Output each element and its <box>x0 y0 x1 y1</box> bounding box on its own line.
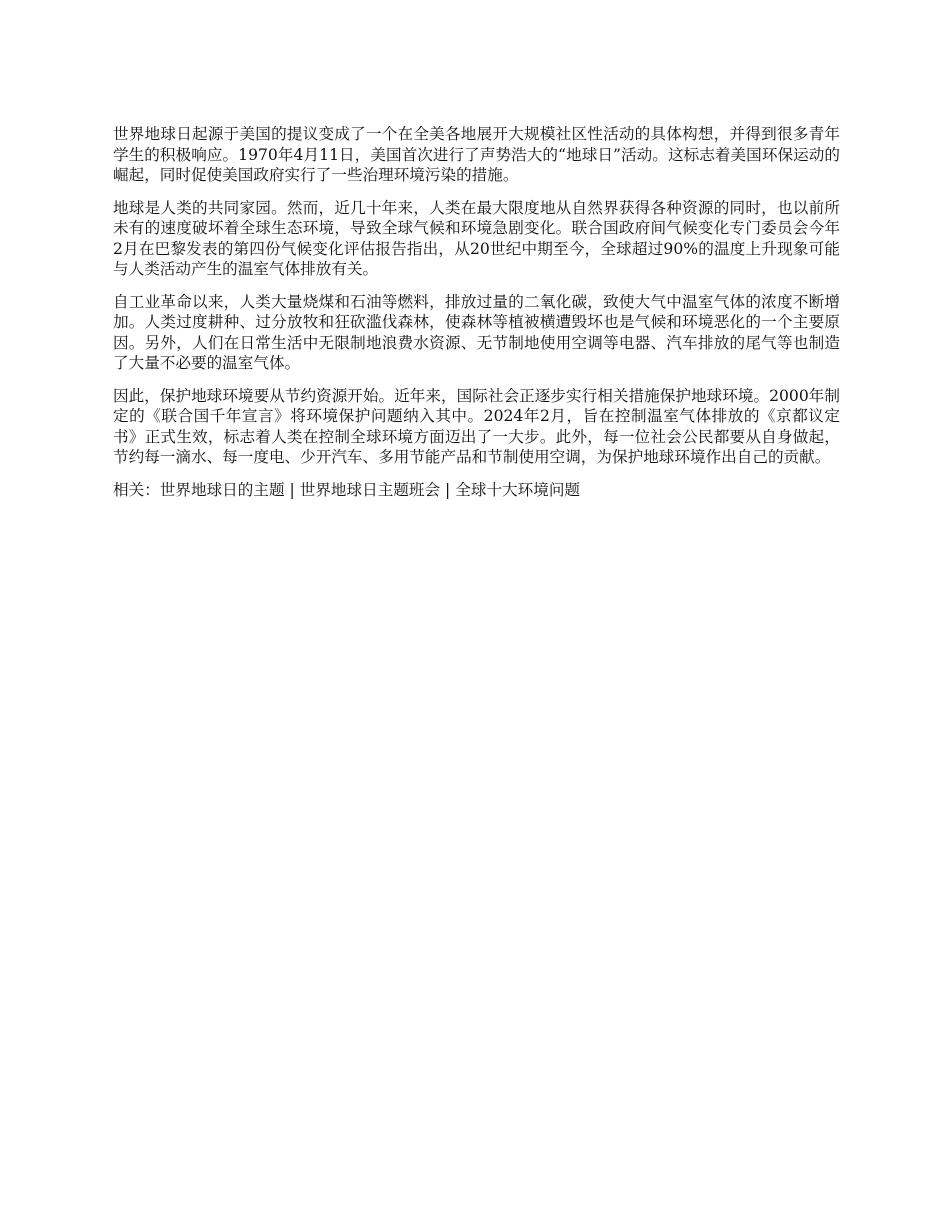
related-separator: | <box>440 480 456 499</box>
related-links <box>113 480 840 501</box>
related-link-top-ten-environment-issues[interactable]: 全球十大环境问题 <box>455 480 581 499</box>
article-paragraph-4: 因此，保护地球环境要从节约资源开始。近年来，国际社会正逐步实行相关措施保护地球环境。2000年制定的《联合国千年宣言》将环境保护问题纳入其中。2024年2月，旨在控制温室气体排放的《京都议定书》正式生效，标志着人类在控制全球环境方面迈出了一大步。此外，每一位社会公民都要从自身做起，节约每一滴水、每一度电、少开汽车、多用节能产品和节制使用空调，为保护地球环境作出自己的贡献。 <box>113 386 840 466</box>
article-body <box>113 124 840 500</box>
related-link-earth-day-class-meeting[interactable]: 世界地球日主题班会 <box>299 480 441 499</box>
article-paragraph-1: 世界地球日起源于美国的提议变成了一个在全美各地展开大规模社区性活动的具体构想，并得到很多青年学生的积极响应。1970年4月11日，美国首次进行了声势浩大的“地球日”活动。这标志着美国环保运动的崛起，同时促使美国政府实行了一些治理环境污染的措施。 <box>113 125 840 184</box>
related-label: 相关： <box>113 480 160 499</box>
related-link-earth-day-theme[interactable]: 世界地球日的主题 <box>159 480 285 499</box>
related-separator: | <box>284 480 300 499</box>
article-paragraph-2: 地球是人类的共同家园。然而，近几十年来，人类在最大限度地从自然界获得各种资源的同时，也以前所未有的速度破坏着全球生态环境，导致全球气候和环境急剧变化。联合国政府间气候变化专门委员会今年2月在巴黎发表的第四份气候变化评估报告指出，从20世纪中期至今，全球超过90%的温度上升现象可能与人类活动产生的温室气体排放有关。 <box>113 198 840 278</box>
article-paragraph-3: 自工业革命以来，人类大量烧煤和石油等燃料，排放过量的二氧化碳，致使大气中温室气体的浓度不断增加。人类过度耕种、过分放牧和狂砍滥伐森林，使森林等植被横遭毁坏也是气候和环境恶化的一个主要原因。另外，人们在日常生活中无限制地浪费水资源、无节制地使用空调等电器、汽车排放的尾气等也制造了大量不必要的温室气体。 <box>113 292 840 372</box>
